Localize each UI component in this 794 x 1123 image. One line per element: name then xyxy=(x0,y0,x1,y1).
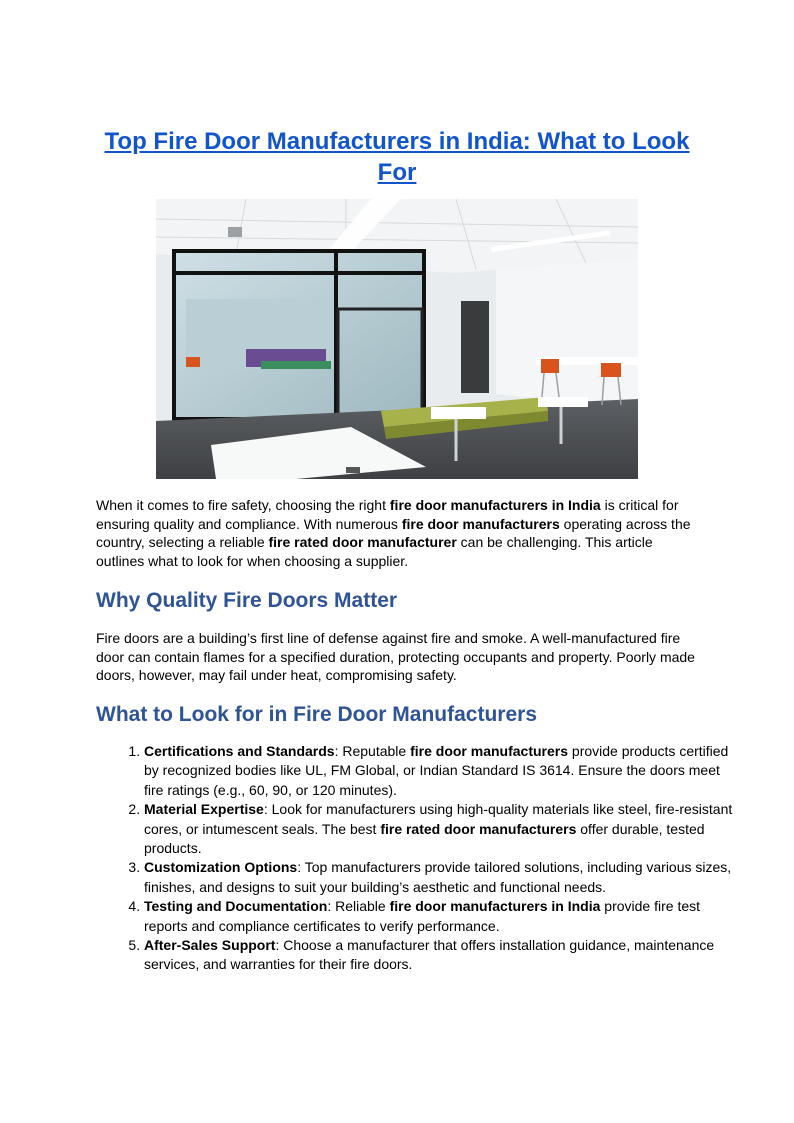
list-item-bold-text: fire door manufacturers xyxy=(410,743,569,759)
list-item-text: provide products certified by recognized bodies like UL, FM Global, or Indian Standard IS 3614. Ensure the doors meet fire ratings (e.g., 60, 90, or 120 minutes). xyxy=(144,743,729,798)
intro-bold-text: fire door manufacturers xyxy=(401,515,560,532)
list-item-text: : Reputable xyxy=(334,743,411,759)
list-item-text: : Look for manufacturers using high-quality materials like steel, fire-resistant cores, or intumescent seals. The best xyxy=(144,801,733,837)
intro-text: When it comes to fire safety, choosing the right xyxy=(96,497,390,513)
intro-text: is critical for ensuring quality and compliance. With numerous xyxy=(96,497,679,532)
list-item-bold-text: After-Sales Support xyxy=(144,937,276,954)
list-item-bold-text: Customization Options xyxy=(144,859,298,876)
list-item-bold-text: fire door manufacturers in India xyxy=(389,898,601,915)
intro-paragraph xyxy=(96,496,698,570)
list-item-text: : Choose a manufacturer that offers installation guidance, maintenance services, and warranties for their fire doors. xyxy=(144,937,715,973)
list-item-text: provide fire test reports and compliance certificates to verify performance. xyxy=(144,898,701,934)
section-heading-what: What to Look for in Fire Door Manufacturers xyxy=(96,703,538,726)
list-item-bold-text: Material Expertise xyxy=(144,801,264,818)
list-item xyxy=(144,858,738,897)
intro-bold-text: fire rated door manufacturer xyxy=(268,534,457,551)
list-item xyxy=(144,800,738,858)
intro-text: operating across the country, selecting a reliable xyxy=(96,515,691,551)
hero-image xyxy=(156,199,638,479)
section-heading-why: Why Quality Fire Doors Matter xyxy=(96,589,398,612)
list-item xyxy=(144,897,738,936)
section-body-why: Fire doors are a building’s first line of defense against fire and smoke. A well-manufactured fire door can contain flames for a specified duration, protecting occupants and property. Poorly made doors, however, may fail under heat, compromising safety. xyxy=(96,630,695,684)
list-item-bold-text: Testing and Documentation xyxy=(144,898,328,915)
title-link[interactable]: Top Fire Door Manufacturers in India: What to Look For xyxy=(104,128,690,186)
criteria-list xyxy=(96,742,738,975)
list-item-text: : Reliable xyxy=(327,898,390,915)
list-item-bold-text: Certifications and Standards xyxy=(144,743,335,759)
list-item xyxy=(144,742,738,800)
list-item-bold-text: fire rated door manufacturers xyxy=(380,820,577,837)
list-item-text: offer durable, tested products. xyxy=(144,820,705,857)
intro-bold-text: fire door manufacturers in India xyxy=(389,497,601,513)
list-item-text: : Top manufacturers provide tailored solutions, including various sizes, finishes, and designs to suit your building’s aesthetic and functional needs. xyxy=(144,859,732,895)
page-title[interactable] xyxy=(96,126,698,188)
intro-text: can be challenging. This article outlines what to look for when choosing a supplier. xyxy=(96,534,653,569)
list-item xyxy=(144,936,738,975)
